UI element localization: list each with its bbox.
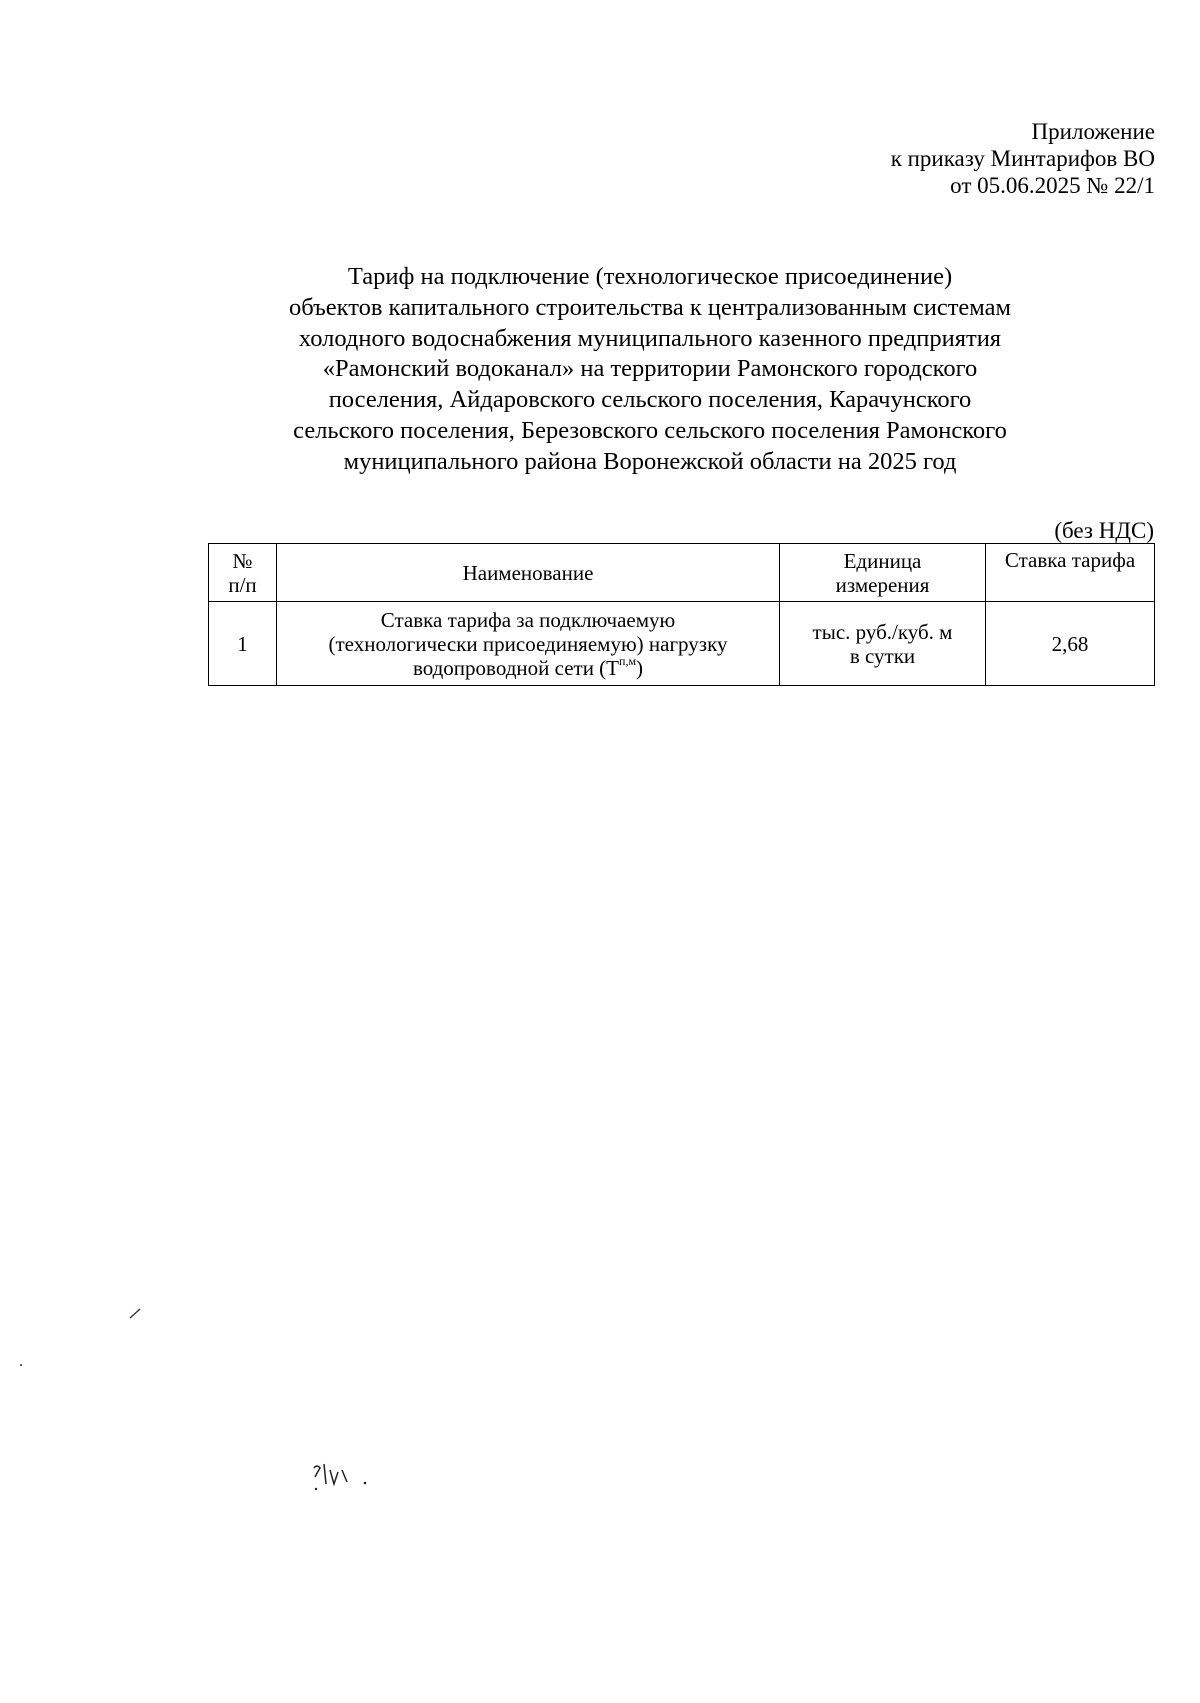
row-unit (780, 602, 986, 686)
title-line: сельского поселения, Березовского сельского поселения Рамонского (293, 416, 1007, 444)
row-name-line-last (281, 653, 775, 680)
appendix-label: Приложение (1031, 119, 1155, 144)
header-unit-line: измерения (835, 572, 930, 597)
title-line: Тариф на подключение (технологическое присоединение) (347, 263, 953, 290)
stray-mark-icon (128, 1305, 144, 1321)
title-line: «Рамонский водоканал» на территории Рамонского городского (322, 355, 978, 383)
row-name (277, 602, 780, 686)
appendix-order-date: от 05.06.2025 № 22/1 (950, 173, 1155, 198)
row-name-line: (технологически присоединяемую) нагрузку (328, 631, 728, 656)
title-line: муниципального района Воронежской области на 2025 год (343, 447, 957, 475)
header-rate: Ставка тарифа (986, 544, 1155, 602)
scribble-icon (310, 1458, 390, 1494)
row-name-close: ) (636, 655, 644, 680)
header-num-line: п/п (228, 572, 257, 597)
header-unit-line: Единица (843, 548, 922, 573)
header-name: Наименование (277, 544, 780, 602)
appendix-order-ref: к приказу Минтарифов ВО (890, 146, 1155, 171)
title-line: холодного водоснабжения муниципального казенного предприятия (298, 324, 1002, 352)
title-line: объектов капитального строительства к централизованным системам (288, 293, 1011, 321)
row-name-line: Ставка тарифа за подключаемую (380, 607, 676, 632)
header-unit (780, 544, 986, 602)
tariff-table (208, 543, 1155, 686)
row-rate: 2,68 (986, 602, 1155, 686)
header-num-line: № (232, 548, 253, 573)
row-name-superscript: п,м (619, 653, 637, 668)
row-unit-line: в сутки (849, 643, 916, 668)
header-num (209, 544, 277, 602)
row-name-text: водопроводной сети (Т (412, 655, 620, 680)
table-row (209, 602, 1155, 686)
appendix-reference (735, 118, 1155, 199)
title-line: поселения, Айдаровского сельского поселения, Карачунского (328, 386, 972, 414)
vat-note: (без НДС) (1054, 518, 1154, 543)
stray-dot-icon (18, 1362, 24, 1368)
document-title (200, 262, 1100, 478)
row-num: 1 (209, 602, 277, 686)
row-unit-line: тыс. руб./куб. м (812, 619, 953, 644)
table-header-row (209, 544, 1155, 602)
